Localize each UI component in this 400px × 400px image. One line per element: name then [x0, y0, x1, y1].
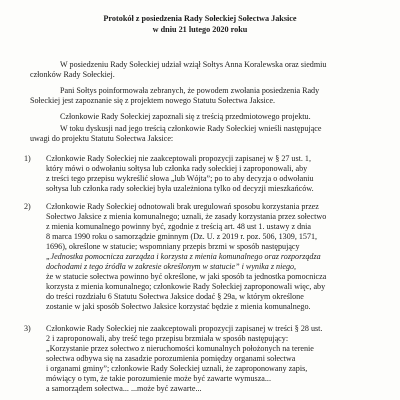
item-quote-line: dochodami z tego źródła w zakresie określonym w statucie” i wynika z niego, [46, 262, 297, 271]
item-line: 8 marca 1990 roku o samorządzie gminnym (Dz. U. z 2019 r. poz. 506, 1309, 1571, [46, 232, 318, 241]
item-line: sołtysa lub członka rady sołeckiej była uzależniona tylko od decyzji mieszkańców. [46, 184, 314, 193]
item-number: 1) [24, 154, 31, 163]
item-line: z mienia komunalnego powinny być, zgodnie z treścią art. 48 ust 1. ustawy z dnia [46, 222, 311, 231]
item-line: który mówi o odwołaniu sołtysa lub członka rady sołeckiej i zaproponowali, aby [46, 164, 308, 173]
document-date-line: w dniu 21 lutego 2020 roku [152, 25, 248, 34]
item-line: Członkowie Rady Sołeckiej nie zaakceptowali propozycji zapisanej w § 27 ust. 1, [46, 154, 311, 163]
item-line: z treści tego przepisu wykreślić słowa „lub Wójta”; po to aby decyzja o odwołaniu [46, 174, 314, 183]
item-line: Członkowie Rady Sołeckiej odnotowali brak uregulowań sposobu korzystania przez [46, 202, 319, 211]
item-line: korzysta z mienia komunalnego; członkowie Rady Sołeckiej zaproponowali więc, aby [46, 282, 326, 291]
intro-line: członków Rady Sołeckiej. [30, 70, 115, 79]
item-line: Członkowie Rady Sołeckiej nie zaakceptowali propozycji zapisanej w treści § 28 ust. [46, 324, 323, 333]
item-line: i organami gminy”; członkowie Rady Sołeckiej uznali, że zaproponowany zapis, [46, 364, 308, 373]
item-line: 1696), określone w statucie; wspomniany przepis brzmi w sposób następujący [46, 242, 300, 251]
intro-line: Członkowie Rady Sołeckiej zapoznali się z treścią przedmiotowego projektu. [60, 112, 311, 121]
intro-line: Sołeckiej jest zapoznanie się z projektem nowego Statutu Sołectwa Jaksice. [30, 96, 275, 105]
item-line: do treści rozdziału 6 Statutu Sołectwa Jaksice dodać § 29a, w którym określone [46, 292, 304, 301]
item-quote-line: „Jednostka pomocnicza zarządza i korzysta z mienia komunalnego oraz rozporządza [46, 252, 321, 261]
item-line: mówiący o tym, że takie porozumienie może być zawarte wymusza... [46, 374, 271, 383]
item-line: a samorządem sołectwa... ...może być zawarte... [46, 384, 202, 393]
item-number: 2) [24, 202, 31, 211]
item-line: „Korzystanie przez sołectwo z nieruchomości komunalnych położonych na terenie [46, 344, 314, 353]
item-line: sołectwa odbywa się na zasadzie porozumienia pomiędzy organami sołectwa [46, 354, 296, 363]
document-title: Protokół z posiedzenia Rady Sołeckiej Sołectwa Jaksice [103, 14, 297, 23]
intro-line: Pani Sołtys poinformowała zebranych, że powodem zwołania posiedzenia Rady [60, 86, 320, 95]
item-line: że w statucie sołectwa powinno być określone, w jaki sposób ta jednostka pomocnicza [46, 272, 327, 281]
item-number: 3) [24, 324, 31, 333]
intro-line: uwagi do projektu Statutu Sołectwa Jaksice: [30, 134, 174, 143]
intro-line: W posiedzeniu Rady Sołeckiej udział wziął Sołtys Anna Koralewska oraz siedmiu [60, 60, 327, 69]
intro-line: W toku dyskusji nad jego treścią członkowie Rady Sołeckiej wnieśli następujące [60, 124, 322, 133]
item-line: zostanie w jaki sposób Sołectwo Jaksice korzystać będzie z mienia komunalnego. [46, 302, 311, 311]
item-line: 2 i zaproponowali, aby treść tego przepisu brzmiała w sposób następujący: [46, 334, 289, 343]
item-line: Sołectwo Jaksice z mienia komunalnego; uznali, że zasady korzystania przez sołectwo [46, 212, 327, 221]
